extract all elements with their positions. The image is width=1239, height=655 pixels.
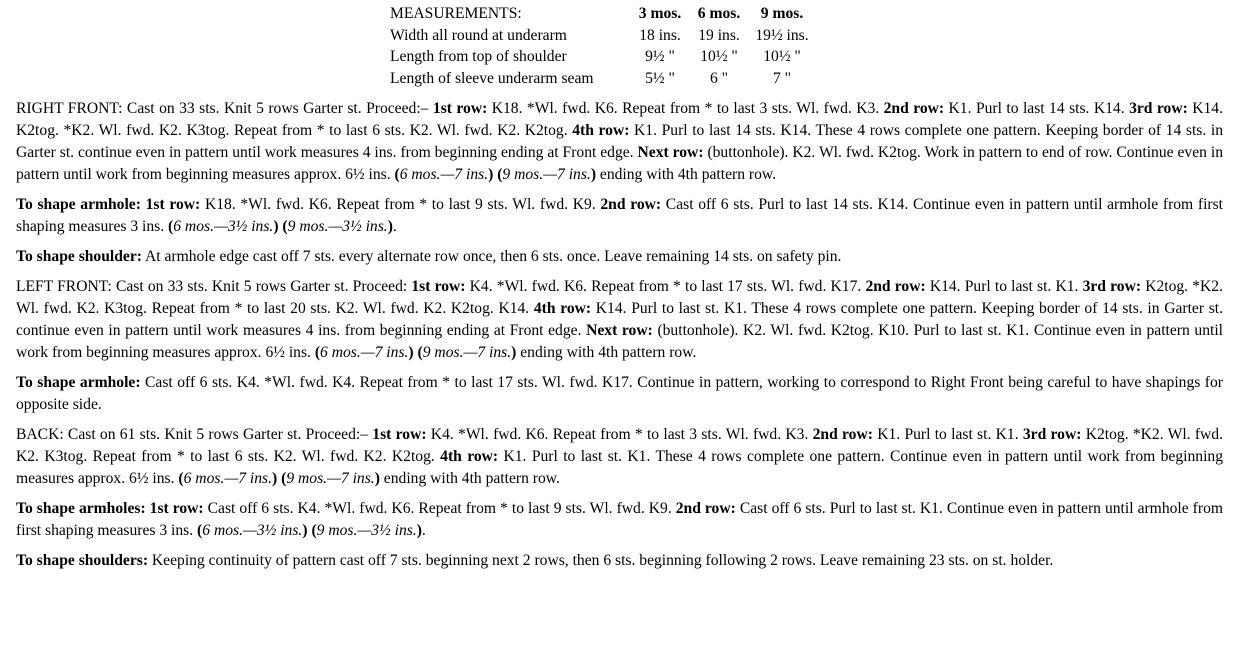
- size-variant-note: 6 mos.—7 ins.: [320, 344, 409, 361]
- instruction-emphasis: (: [281, 470, 287, 487]
- size-variant-note: 6 mos.—7 ins.: [183, 470, 272, 487]
- instruction-emphasis: 2nd row:: [675, 500, 736, 517]
- instruction-text: Keeping continuity of pattern cast off 7 sts. beginning next 2 rows, then 6 sts. beginning following 2 rows. Leave remaining 23 sts. on st. holder.: [148, 552, 1054, 569]
- right-front-paragraph: [16, 98, 1223, 186]
- instruction-text: RIGHT FRONT: Cast on 33 sts. Knit 5 rows Garter st. Proceed:–: [16, 100, 433, 117]
- instruction-text: K2tog. *K2. Wl. fwd. K2. K3tog. Repeat from * to last 20 sts. K2. Wl. fwd. K2. K2tog. K14.: [16, 278, 1223, 317]
- instruction-emphasis: To shape shoulder:: [16, 248, 142, 265]
- instruction-text: Cast off 6 sts. K4. *Wl. fwd. K6. Repeat from * to last 9 sts. Wl. fwd. K9.: [203, 500, 676, 517]
- size-variant-note: 9 mos.—3½ ins.: [287, 218, 388, 235]
- instruction-text: Cast off 6 sts. Purl to last st. K1. Continue even in pattern until armhole from first shaping measures 3 ins.: [16, 500, 1223, 539]
- instruction-emphasis: 2nd row:: [600, 196, 662, 213]
- instruction-emphasis: (: [314, 344, 321, 361]
- instruction-emphasis: ): [273, 218, 279, 235]
- instruction-text: .: [421, 522, 426, 539]
- measurement-label: Width all round at underarm: [390, 26, 567, 44]
- instruction-emphasis: 2nd row:: [865, 278, 926, 295]
- instruction-emphasis: ): [387, 218, 393, 235]
- measurements-table: [390, 3, 818, 89]
- instruction-emphasis: Next row:: [637, 144, 704, 161]
- size-9-mos-header: 9 mos.: [760, 5, 804, 22]
- instruction-text: K4. *Wl. fwd. K6. Repeat from * to last 3 sts. Wl. fwd. K3.: [426, 426, 813, 443]
- measurement-value: 10½ ": [700, 48, 738, 65]
- measurement-value: 5½ ": [645, 69, 675, 87]
- left-front-shape-armhole-paragraph: [16, 372, 1223, 416]
- size-variant-note: 9 mos.—3½ ins.: [316, 522, 417, 539]
- instruction-text: K1. Purl to last 14 sts. K14. These 4 rows complete one pattern. Keeping border of 14 sts. in Garter st. continue even in pattern until work measures 4 ins. from beginning ending at Front edge.: [16, 122, 1223, 161]
- instruction-emphasis: (: [197, 522, 203, 539]
- instruction-emphasis: To shape armhole:: [16, 374, 141, 391]
- size-variant-note: 6 mos.—3½ ins.: [173, 218, 274, 235]
- instruction-text: LEFT FRONT: Cast on 33 sts. Knit 5 rows Garter st. Proceed:: [16, 278, 412, 295]
- size-variant-note: 6 mos.—3½ ins.: [202, 522, 303, 539]
- instruction-emphasis: ): [590, 166, 597, 183]
- instruction-text: (buttonhole). K2. Wl. fwd. K2tog. Work in pattern to end of row. Continue even in pattern until work from beginning measures approx. 6½ ins.: [16, 144, 1223, 183]
- measurement-value: 19 ins.: [698, 26, 740, 44]
- instruction-emphasis: (: [178, 470, 184, 487]
- instruction-emphasis: 1st row:: [411, 278, 466, 295]
- measurements-title: MEASUREMENTS:: [390, 5, 522, 22]
- right-front-shape-shoulder-paragraph: [16, 246, 1223, 268]
- measurement-value: 19½ ins.: [755, 26, 809, 44]
- instruction-emphasis: 4th row:: [533, 300, 592, 317]
- instruction-text: K1. Purl to last st. K1.: [872, 426, 1023, 443]
- back-paragraph: [16, 424, 1223, 490]
- instruction-emphasis: 2nd row:: [812, 426, 873, 443]
- size-3-mos-header: 3 mos.: [638, 5, 682, 22]
- instruction-emphasis: 4th row:: [440, 448, 499, 465]
- instruction-text: K18. *Wl. fwd. K6. Repeat from * to last 3 sts. Wl. fwd. K3.: [487, 100, 884, 117]
- instruction-emphasis: To shape armholes: 1st row:: [16, 500, 204, 517]
- instruction-text: ending with 4th pattern row.: [379, 470, 560, 487]
- measurement-label: Length from top of shoulder: [390, 48, 567, 65]
- size-variant-note: 9 mos.—7 ins.: [502, 166, 591, 183]
- measurement-value: 9½ ": [645, 48, 675, 65]
- instruction-text: Cast off 6 sts. K4. *Wl. fwd. K4. Repeat from * to last 17 sts. Wl. fwd. K17. Continue in pattern, working to correspond to Right Front being careful to have shapings for opposite side.: [16, 374, 1223, 413]
- instruction-text: (buttonhole). K2. Wl. fwd. K2tog. K10. Purl to last st. K1. Continue even in pattern until work from beginning measures approx. 6½ ins.: [16, 322, 1223, 361]
- instruction-emphasis: 3rd row:: [1129, 100, 1188, 117]
- instruction-text: At armhole edge cast off 7 sts. every alternate row once, then 6 sts. once. Leave remaining 14 sts. on safety pin.: [141, 248, 842, 265]
- left-front-paragraph: [16, 276, 1223, 364]
- instruction-text: K14. K2tog. *K2. Wl. fwd. K2. K3tog. Repeat from * to last 6 sts. K2. Wl. fwd. K2. K2tog.: [16, 100, 1224, 139]
- size-6-mos-header: 6 mos.: [697, 5, 741, 22]
- measurement-label: Length of sleeve underarm seam: [390, 69, 594, 87]
- instruction-text: K18. *Wl. fwd. K6. Repeat from * to last 9 sts. Wl. fwd. K9.: [200, 196, 601, 213]
- measurement-row-sleeve: [390, 68, 818, 90]
- instruction-emphasis: To shape armhole: 1st row:: [16, 196, 201, 213]
- instruction-emphasis: 3rd row:: [1022, 426, 1082, 443]
- instruction-emphasis: 4th row:: [572, 122, 630, 139]
- instruction-emphasis: 1st row:: [432, 100, 488, 117]
- instruction-text: Cast off 6 sts. Purl to last 14 sts. K14. Continue even in pattern until armhole from first shaping measures 3 ins.: [16, 196, 1223, 235]
- instruction-emphasis: Next row:: [586, 322, 653, 339]
- instruction-emphasis: (: [497, 166, 503, 183]
- instruction-emphasis: (: [168, 218, 174, 235]
- size-variant-note: 6 mos.—7 ins.: [399, 166, 489, 183]
- instruction-emphasis: ): [488, 166, 494, 183]
- size-variant-note: 9 mos.—7 ins.: [422, 344, 512, 361]
- back-shape-armholes-paragraph: [16, 498, 1223, 542]
- instruction-emphasis: (: [417, 344, 423, 361]
- measurement-value: 6 ": [709, 69, 729, 87]
- measurement-row-width: [390, 25, 818, 47]
- measurement-value: 18 ins.: [639, 26, 681, 44]
- measurement-row-length: [390, 46, 818, 68]
- instruction-text: K14. Purl to last st. K1. These 4 rows complete one pattern. Keeping border of 14 sts. in Garter st. continue even in pattern until work measures 4 ins. from beginning ending at Front edge.: [16, 300, 1223, 339]
- instruction-emphasis: 3rd row:: [1082, 278, 1142, 295]
- instruction-text: .: [392, 218, 397, 235]
- right-front-shape-armhole-paragraph: [16, 194, 1223, 238]
- back-shape-shoulders-paragraph: [16, 550, 1223, 572]
- instruction-text: K1. Purl to last st. K1. These 4 rows complete one pattern. Continue even in pattern until work from beginning measures approx. 6½ ins.: [16, 448, 1223, 487]
- instruction-text: K4. *Wl. fwd. K6. Repeat from * to last 17 sts. Wl. fwd. K17.: [465, 278, 866, 295]
- instruction-text: ending with 4th pattern row.: [596, 166, 777, 183]
- instruction-emphasis: ): [302, 522, 308, 539]
- measurement-value: 10½ ": [763, 48, 801, 65]
- measurements-header-row: [390, 3, 818, 25]
- instruction-emphasis: ): [408, 344, 414, 361]
- instruction-text: K2tog. *K2. Wl. fwd. K2. K3tog. Repeat from * to last 6 sts. K2. Wl. fwd. K2. K2tog.: [16, 426, 1223, 465]
- instruction-emphasis: ): [374, 470, 380, 487]
- instruction-text: K1. Purl to last 14 sts. K14.: [944, 100, 1130, 117]
- instruction-emphasis: ): [511, 344, 517, 361]
- instruction-text: ending with 4th pattern row.: [516, 344, 697, 361]
- instruction-emphasis: (: [282, 218, 288, 235]
- instruction-text: BACK: Cast on 61 sts. Knit 5 rows Garter st. Proceed:–: [16, 426, 373, 443]
- instruction-emphasis: ): [416, 522, 422, 539]
- measurement-value: 7 ": [772, 69, 792, 87]
- instruction-emphasis: 1st row:: [372, 426, 427, 443]
- instruction-emphasis: To shape shoulders:: [16, 552, 149, 569]
- instruction-emphasis: 2nd row:: [883, 100, 945, 117]
- instruction-emphasis: (: [311, 522, 317, 539]
- instruction-text: K14. Purl to last st. K1.: [925, 278, 1083, 295]
- instruction-emphasis: (: [394, 166, 400, 183]
- size-variant-note: 9 mos.—7 ins.: [286, 470, 375, 487]
- instruction-emphasis: ): [272, 470, 278, 487]
